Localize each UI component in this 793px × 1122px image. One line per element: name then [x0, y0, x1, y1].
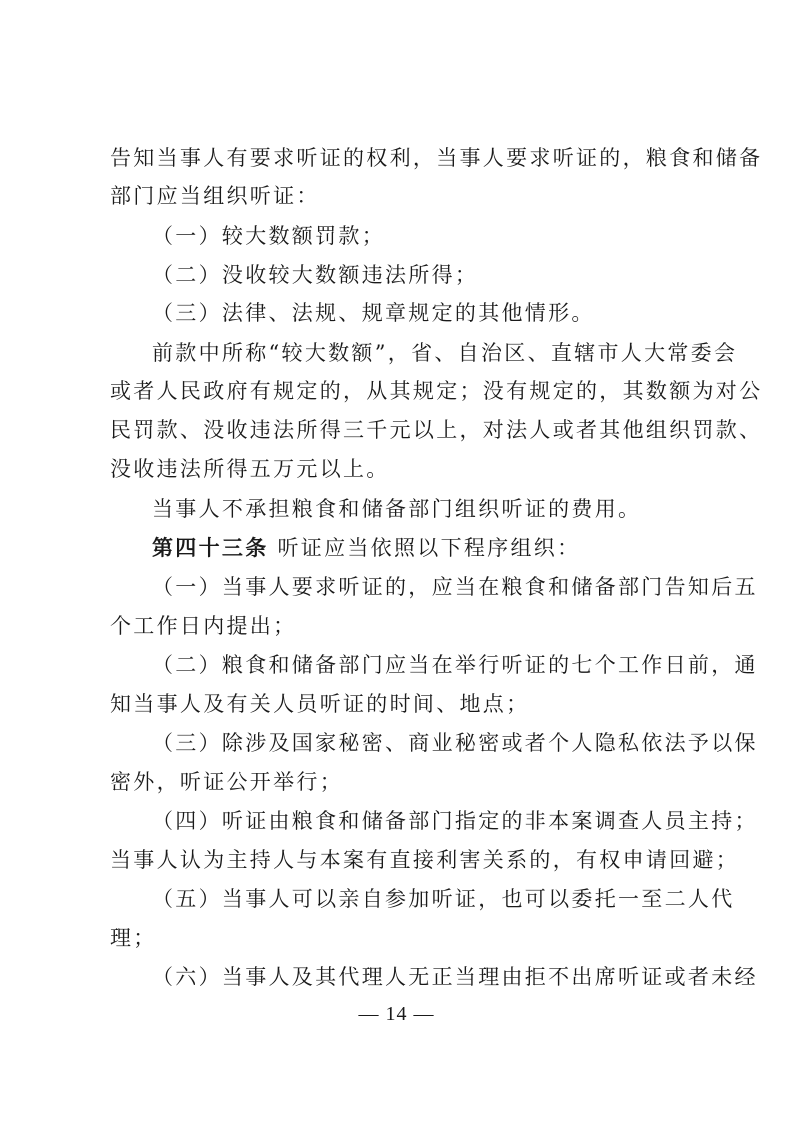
list-item: （五）当事人可以亲自参加听证，也可以委托一至二人代 [152, 887, 735, 911]
page-number: — 14 — [358, 1003, 435, 1025]
text-line: 当事人认为主持人与本案有直接利害关系的，有权申请回避； [110, 848, 740, 872]
text-line: 部门应当组织听证： [110, 184, 320, 208]
list-item: （一）当事人要求听证的，应当在粮食和储备部门告知后五 [152, 575, 758, 599]
list-item: （三）法律、法规、规章规定的其他情形。 [152, 301, 595, 325]
list-item: （四）听证由粮食和储备部门指定的非本案调查人员主持； [152, 809, 758, 833]
text-line: 理； [110, 926, 157, 950]
text-line: 知当事人及有关人员听证的时间、地点； [110, 692, 530, 716]
text-line: 民罚款、没收违法所得三千元以上，对法人或者其他组织罚款、 [110, 418, 763, 442]
text-line: 密外，听证公开举行； [110, 770, 343, 794]
list-item: （三）除涉及国家秘密、商业秘密或者个人隐私依法予以保 [152, 731, 758, 755]
article-heading: 第四十三条 [152, 535, 269, 560]
list-item: （二）粮食和储备部门应当在举行听证的七个工作日前，通 [152, 653, 758, 677]
text-line: 告知当事人有要求听证的权利，当事人要求听证的，粮食和储备 [110, 146, 763, 170]
text-line: 或者人民政府有规定的，从其规定；没有规定的，其数额为对公 [110, 379, 763, 403]
text-line: 当事人不承担粮食和储备部门组织听证的费用。 [152, 497, 642, 521]
article-text: 听证应当依照以下程序组织： [277, 536, 581, 560]
article-43-line [152, 533, 732, 563]
text-line: 没收违法所得五万元以上。 [110, 457, 390, 481]
text-line: 前款中所称“较大数额”，省、自治区、直辖市人大常委会 [152, 341, 738, 365]
list-item: （二）没收较大数额违法所得； [152, 263, 479, 287]
list-item: （一）较大数额罚款； [152, 224, 385, 248]
text-line: 个工作日内提出； [110, 614, 297, 638]
list-item: （六）当事人及其代理人无正当理由拒不出席听证或者未经 [152, 965, 758, 989]
